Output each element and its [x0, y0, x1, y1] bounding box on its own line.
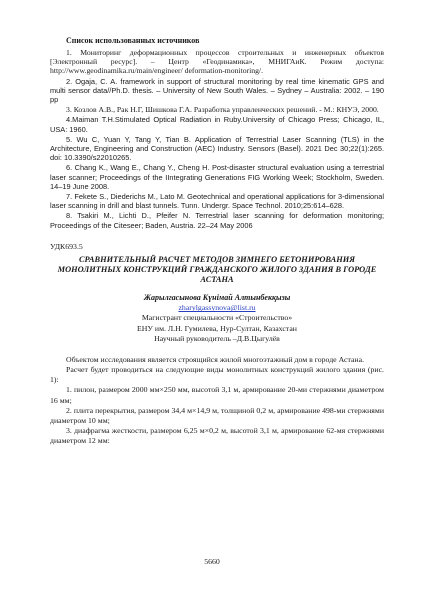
references-heading: Список использованных источников	[66, 36, 200, 45]
reference-item-5: 5. Wu C, Yuan Y, Tang Y, Tian B. Application of Terrestrial Laser Scanning (TLS) in the Architecture, Engineering and Construction (AEC) Industry. Sensors (Basel). 2021 Dec 30;22(1):265. doi: 10.3390/s22010265.	[50, 134, 384, 163]
supervisor: Научный руководитель –Д.В.Цыгулёв	[154, 334, 280, 344]
page-number: 5660	[204, 557, 220, 566]
reference-item-3: 3. Козлов А.В., Рак Н.Г, Шишкова Г.А. Разработка управленческих решений. - М.: КНУЭ, 2000.	[66, 105, 379, 115]
reference-item-1: 1. Мониторинг деформационных процессов строительных и инженерных объектов [Электронный ресурс]. – Центр «Геодинамика», МНИГАиК. Режим доступа: http://www.geodinamika.ru/main/engineer/ deformation-monitoring/.	[50, 48, 384, 76]
references-list	[50, 48, 384, 230]
author-email-link[interactable]: zharylgassynova@list.ru	[178, 303, 256, 313]
article-body	[50, 355, 384, 447]
reference-item-7: 7. Fekete S., Diederichs M., Lato M. Geotechnical and operational applications for 3-dimensional laser scanning in drill and blast tunnels. Tunn. Undergr. Space Technol. 2010;25:614–628.	[50, 192, 384, 211]
affiliation-university: ЕНУ им. Л.Н. Гумилева, Нур-Султан, Казахстан	[137, 323, 297, 333]
body-paragraph-1: Объектом исследования является строящийся жилой многоэтажный дом в городе Астана.	[66, 354, 365, 364]
body-paragraph-2: Расчет будет проводиться на следующие виды монолитных конструкций жилого здания (рис. 1):	[50, 364, 384, 385]
reference-item-6: 6. Chang K., Wang E., Chang Y., Cheng H. Post-disaster structural evaluation using a terrestrial laser scanner; Proceedings of the IIntegrating Generations FIG Working Week; Stockholm, Sweden. 14–19 June 2008.	[50, 163, 384, 191]
affiliation-specialty: Магистрант специальности «Строительство»	[141, 313, 293, 323]
page-content	[50, 36, 384, 447]
body-list-item-3: 3. диафрагма жесткости, размером 6,25 м×0,2 м, высотой 3,1 м, армирование 62-мя стержнями диаметром 12 мм:	[50, 426, 384, 446]
reference-item-8: 8. Tsakiri M., Lichti D., Pfeifer N. Terrestrial laser scanning for deformation monitoring; Proceedings of the Citeseer; Baden, Austria. 22–24 May 2006	[50, 211, 384, 230]
udk-code: УДК693.5	[50, 241, 83, 251]
article-title: СРАВНИТЕЛЬНЫЙ РАСЧЕТ МЕТОДОВ ЗИМНЕГО БЕТОНИРОВАНИЯ МОНОЛИТНЫХ КОНСТРУКЦИЙ ГРАЖДАНСКОГО ЖИЛОГО ЗДАНИЯ В ГОРОДЕ АСТАНА	[57, 254, 377, 285]
reference-item-4: 4.Maiman T.H.Stimulated Optical Radiation in Ruby.University of Chicago Press; Chicago, IL, USA: 1960.	[50, 115, 384, 134]
reference-item-2: 2. Ogaja, C. A. framework in support of structural monitoring by real time kinematic GPS and multi sensor data//Ph.D. thesis. – University of New South Wales. – Sydney – Australia: 2002. – 190 pp	[50, 76, 384, 105]
body-list-item-1: 1. пилон, размером 2000 мм×250 мм, высотой 3,1 м, армирование 20-ми стержнями диаметром 16 мм;	[50, 385, 384, 405]
body-list-item-2: 2. плита перекрытия, размером 34,4 м×14,9 м, толщиной 0,2 м, армирование 498-ми стержнями диаметром 10 мм;	[50, 405, 384, 425]
author-name: Жарылгасынова Күнімай Алтынбекқызы	[143, 293, 291, 303]
spacer	[50, 345, 384, 355]
